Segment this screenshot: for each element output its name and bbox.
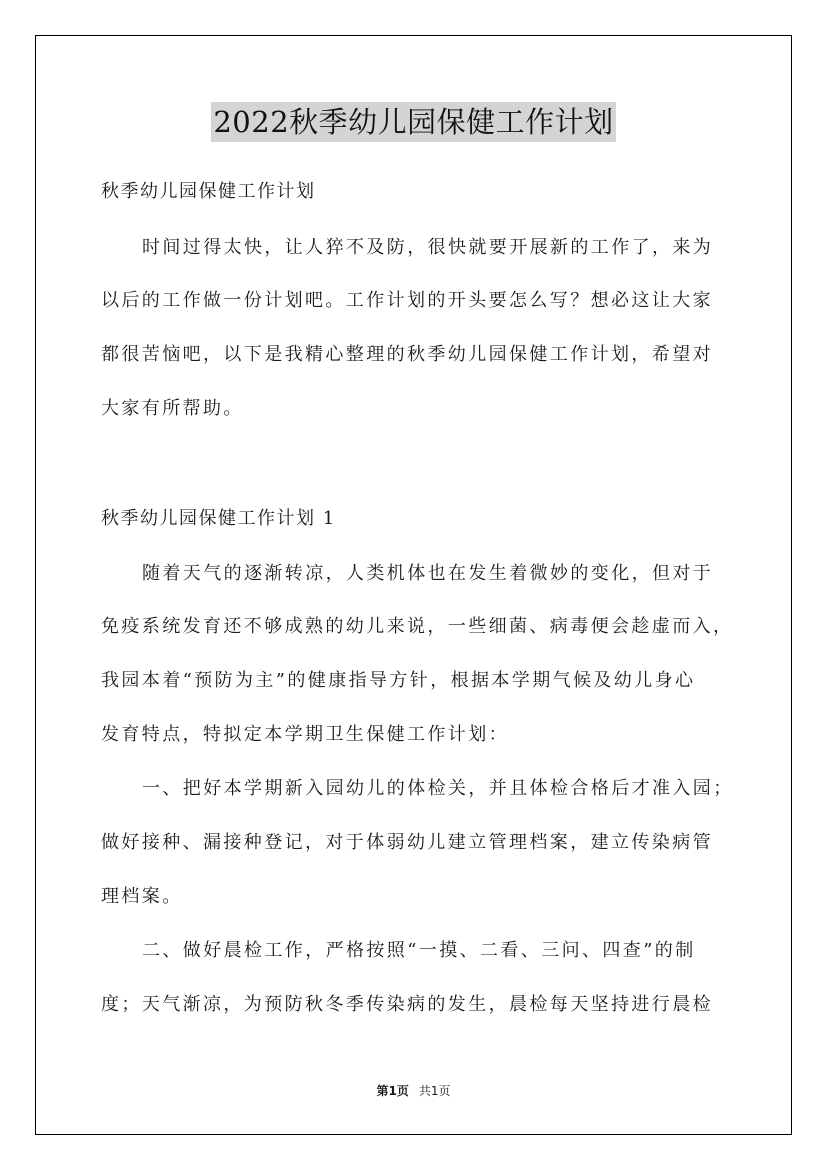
paragraph-line: 都很苦恼吧，以下是我精心整理的秋季幼儿园保健工作计划，希望对 — [101, 344, 713, 365]
paragraph-line: 以后的工作做一份计划吧。工作计划的开头要怎么写？想必这让大家 — [101, 290, 713, 311]
page-number: 第1页 — [376, 1084, 409, 1098]
paragraph-line: 时间过得太快，让人猝不及防，很快就要开展新的工作了，来为 — [142, 237, 714, 258]
paragraph-line: 大家有所帮助。 — [101, 398, 244, 419]
title-wrap — [0, 102, 827, 142]
list-item-line: 理档案。 — [101, 886, 183, 907]
page-total: 共1页 — [418, 1084, 451, 1098]
list-item-line: 做好接种、漏接种登记，对于体弱幼儿建立管理档案，建立传染病管 — [101, 832, 713, 853]
paragraph-line: 随着天气的逐渐转凉，人类机体也在发生着微妙的变化，但对于 — [142, 563, 714, 584]
list-item-line: 度；天气渐凉，为预防秋冬季传染病的发生，晨检每天坚持进行晨检 — [101, 994, 713, 1015]
list-item-line: 一、把好本学期新入园幼儿的体检关，并且体检合格后才准入园； — [142, 778, 734, 799]
paragraph-line: 免疫系统发育还不够成熟的幼儿来说，一些细菌、病毒便会趁虚而入， — [101, 616, 734, 637]
document-subtitle: 秋季幼儿园保健工作计划 — [101, 181, 316, 202]
page-footer — [0, 1083, 827, 1099]
paragraph-line: 我园本着“预防为主”的健康指导方针，根据本学期气候及幼儿身心 — [101, 670, 696, 691]
section-heading: 秋季幼儿园保健工作计划 1 — [101, 508, 336, 529]
document-title: 2022秋季幼儿园保健工作计划 — [211, 102, 615, 142]
list-item-line: 二、做好晨检工作，严格按照“一摸、二看、三问、四查”的制 — [142, 940, 696, 961]
paragraph-line: 发育特点，特拟定本学期卫生保健工作计划： — [101, 724, 509, 745]
